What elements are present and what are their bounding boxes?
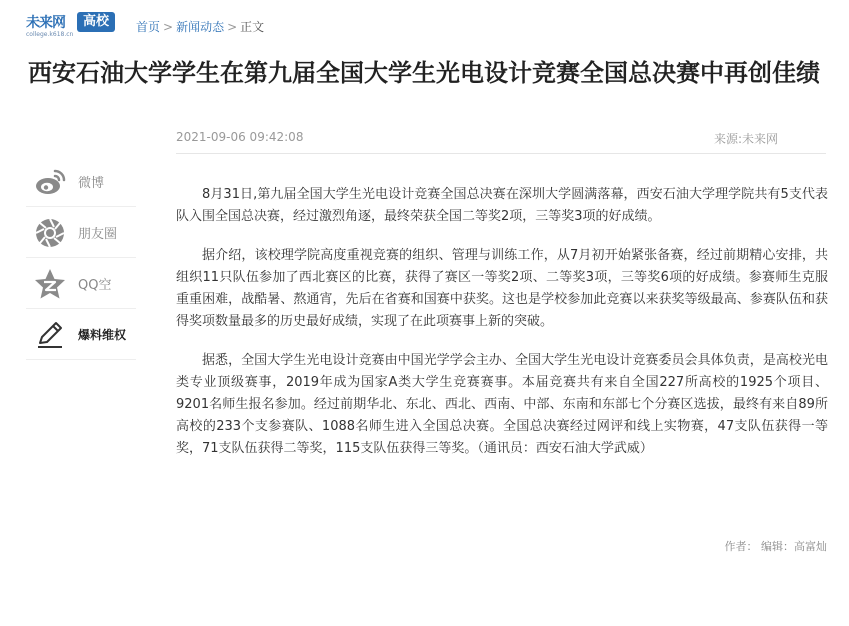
article-paragraph: 据悉，全国大学生光电设计竞赛由中国光学学会主办、全国大学生光电设计竞赛委员会具体负责，是高校光电类专业顶级赛事，2019年成为国家A类大学生竞赛赛事。本届竞赛共有来自全国227所高校的1925个项目、9201名师生报名参加。经过前期华北、东北、西北、西南、中部、东南和东部七个分赛区选拔，最终有来自89所高校的233个支参赛队、1088名师生进入全国总决赛。全国总决赛经过网评和线上实物赛，47支队伍获得一等奖，71支队伍获得二等奖，115支队伍获得三等奖。（通讯员：西安石油大学武威）: [176, 353, 828, 456]
logo-url: college.k618.cn: [26, 31, 74, 38]
share-weibo-label: 微博: [78, 176, 105, 191]
publish-date: 2021-09-06 09:42:08: [176, 130, 304, 144]
breadcrumb-news[interactable]: 新闻动态: [176, 20, 225, 34]
share-sidebar: [26, 156, 136, 360]
share-qzone-label: QQ空: [78, 278, 112, 293]
article-paragraph: 8月31日,第九届全国大学生光电设计竞赛全国总决赛在深圳大学圆满落幕，西安石油大学理学院共有5支代表队入围全国总决赛，经过激烈角逐，最终荣获全国二等奖2项，三等奖3项的好成绩。: [176, 187, 828, 224]
weibo-icon: [34, 166, 66, 198]
breadcrumb-current: 正文: [240, 20, 265, 34]
share-weibo-button[interactable]: [26, 156, 136, 207]
logo-badge: 高校: [77, 12, 115, 32]
report-rights-label: 爆料维权: [78, 328, 127, 342]
article-meta: [176, 130, 826, 154]
breadcrumb-home[interactable]: 首页: [136, 20, 161, 34]
report-rights-button[interactable]: [26, 309, 136, 360]
logo-text: 未来网: [26, 15, 65, 31]
report-icon: [34, 319, 66, 351]
breadcrumb-separator: >: [227, 20, 238, 34]
article-body: [176, 184, 828, 477]
share-moments-button[interactable]: [26, 207, 136, 258]
share-moments-label: 朋友圈: [78, 227, 118, 242]
article-paragraph: 据介绍，该校理学院高度重视竞赛的组织、管理与训练工作，从7月初开始紧张备赛，经过前期精心安排，共组织11只队伍参加了西北赛区的比赛，获得了赛区一等奖2项、二等奖3项，三等奖6项的好成绩。参赛师生克服重重困难，战酷暑、熬通宵，先后在省赛和国赛中获奖。这也是学校参加此竞赛以来获奖等级最高、参赛队伍和获得奖项数量最多的历史最好成绩，实现了在此项赛事上新的突破。: [176, 248, 828, 329]
qzone-icon: [34, 268, 66, 300]
moments-icon: [34, 217, 66, 249]
breadcrumb: [136, 18, 264, 35]
breadcrumb-separator: >: [163, 20, 174, 34]
site-logo[interactable]: [26, 10, 116, 40]
author-editor-line: 作者： 编辑：高富灿: [724, 540, 827, 553]
share-qzone-button[interactable]: [26, 258, 136, 309]
page-header: [26, 10, 826, 40]
article-source: 来源:未来网: [713, 132, 778, 146]
article-title: 西安石油大学学生在第九届全国大学生光电设计竞赛全国总决赛中再创佳绩: [28, 59, 820, 87]
